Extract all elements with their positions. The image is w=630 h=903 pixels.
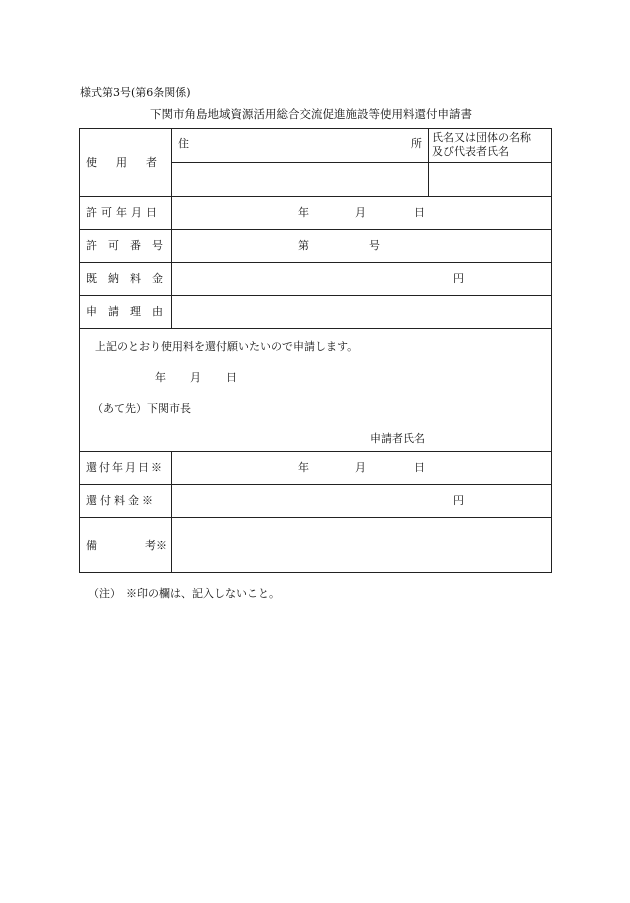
permit-number-prefix: 第 [298,239,309,252]
note-label: （注） [88,587,121,600]
address-label: 住 [178,137,189,150]
statement-text: 上記のとおり使用料を還付願いたいので申請します。 [95,340,359,353]
permit-number-suffix: 号 [369,239,380,252]
remarks-label-b: 考※ [145,539,167,552]
refund-date-month: 月 [355,461,366,474]
paid-fee-label: 既 納 料 金 [86,272,163,285]
permit-date-day: 日 [414,206,425,219]
reason-label: 申 請 理 由 [86,305,163,318]
refund-date-label: 還付年月日※ [86,461,164,474]
paid-fee-unit: 円 [453,272,464,285]
statement-date-month: 月 [190,371,201,384]
permit-date-year: 年 [298,206,309,219]
note-text: ※印の欄は、記入しないこと。 [126,587,280,600]
name-field[interactable] [429,163,551,195]
remarks-label-a: 備 [86,539,97,552]
address-field[interactable] [172,163,428,195]
user-label: 使 用 者 [86,156,161,169]
form-number: 様式第3号(第6条関係) [80,86,191,99]
addressee: （あて先）下関市長 [92,402,191,415]
reason-field[interactable] [172,296,551,328]
applicant-name-label: 申請者氏名 [370,432,425,445]
permit-number-label: 許 可 番 号 [86,239,163,252]
document-title: 下関市角島地域資源活用総合交流促進施設等使用料還付申請書 [150,107,472,121]
address-label-end: 所 [411,137,422,150]
refund-date-day: 日 [414,461,425,474]
statement-date-year: 年 [155,371,166,384]
statement-date-day: 日 [226,371,237,384]
permit-date-month: 月 [355,206,366,219]
refund-fee-unit: 円 [453,494,464,507]
refund-date-year: 年 [298,461,309,474]
refund-fee-label: 還付料金※ [86,494,156,507]
name-label-line1: 氏名又は団体の名称 [432,131,531,144]
permit-date-label: 許可年月日 [86,206,161,219]
name-label-line2: 及び代表者氏名 [432,145,509,158]
